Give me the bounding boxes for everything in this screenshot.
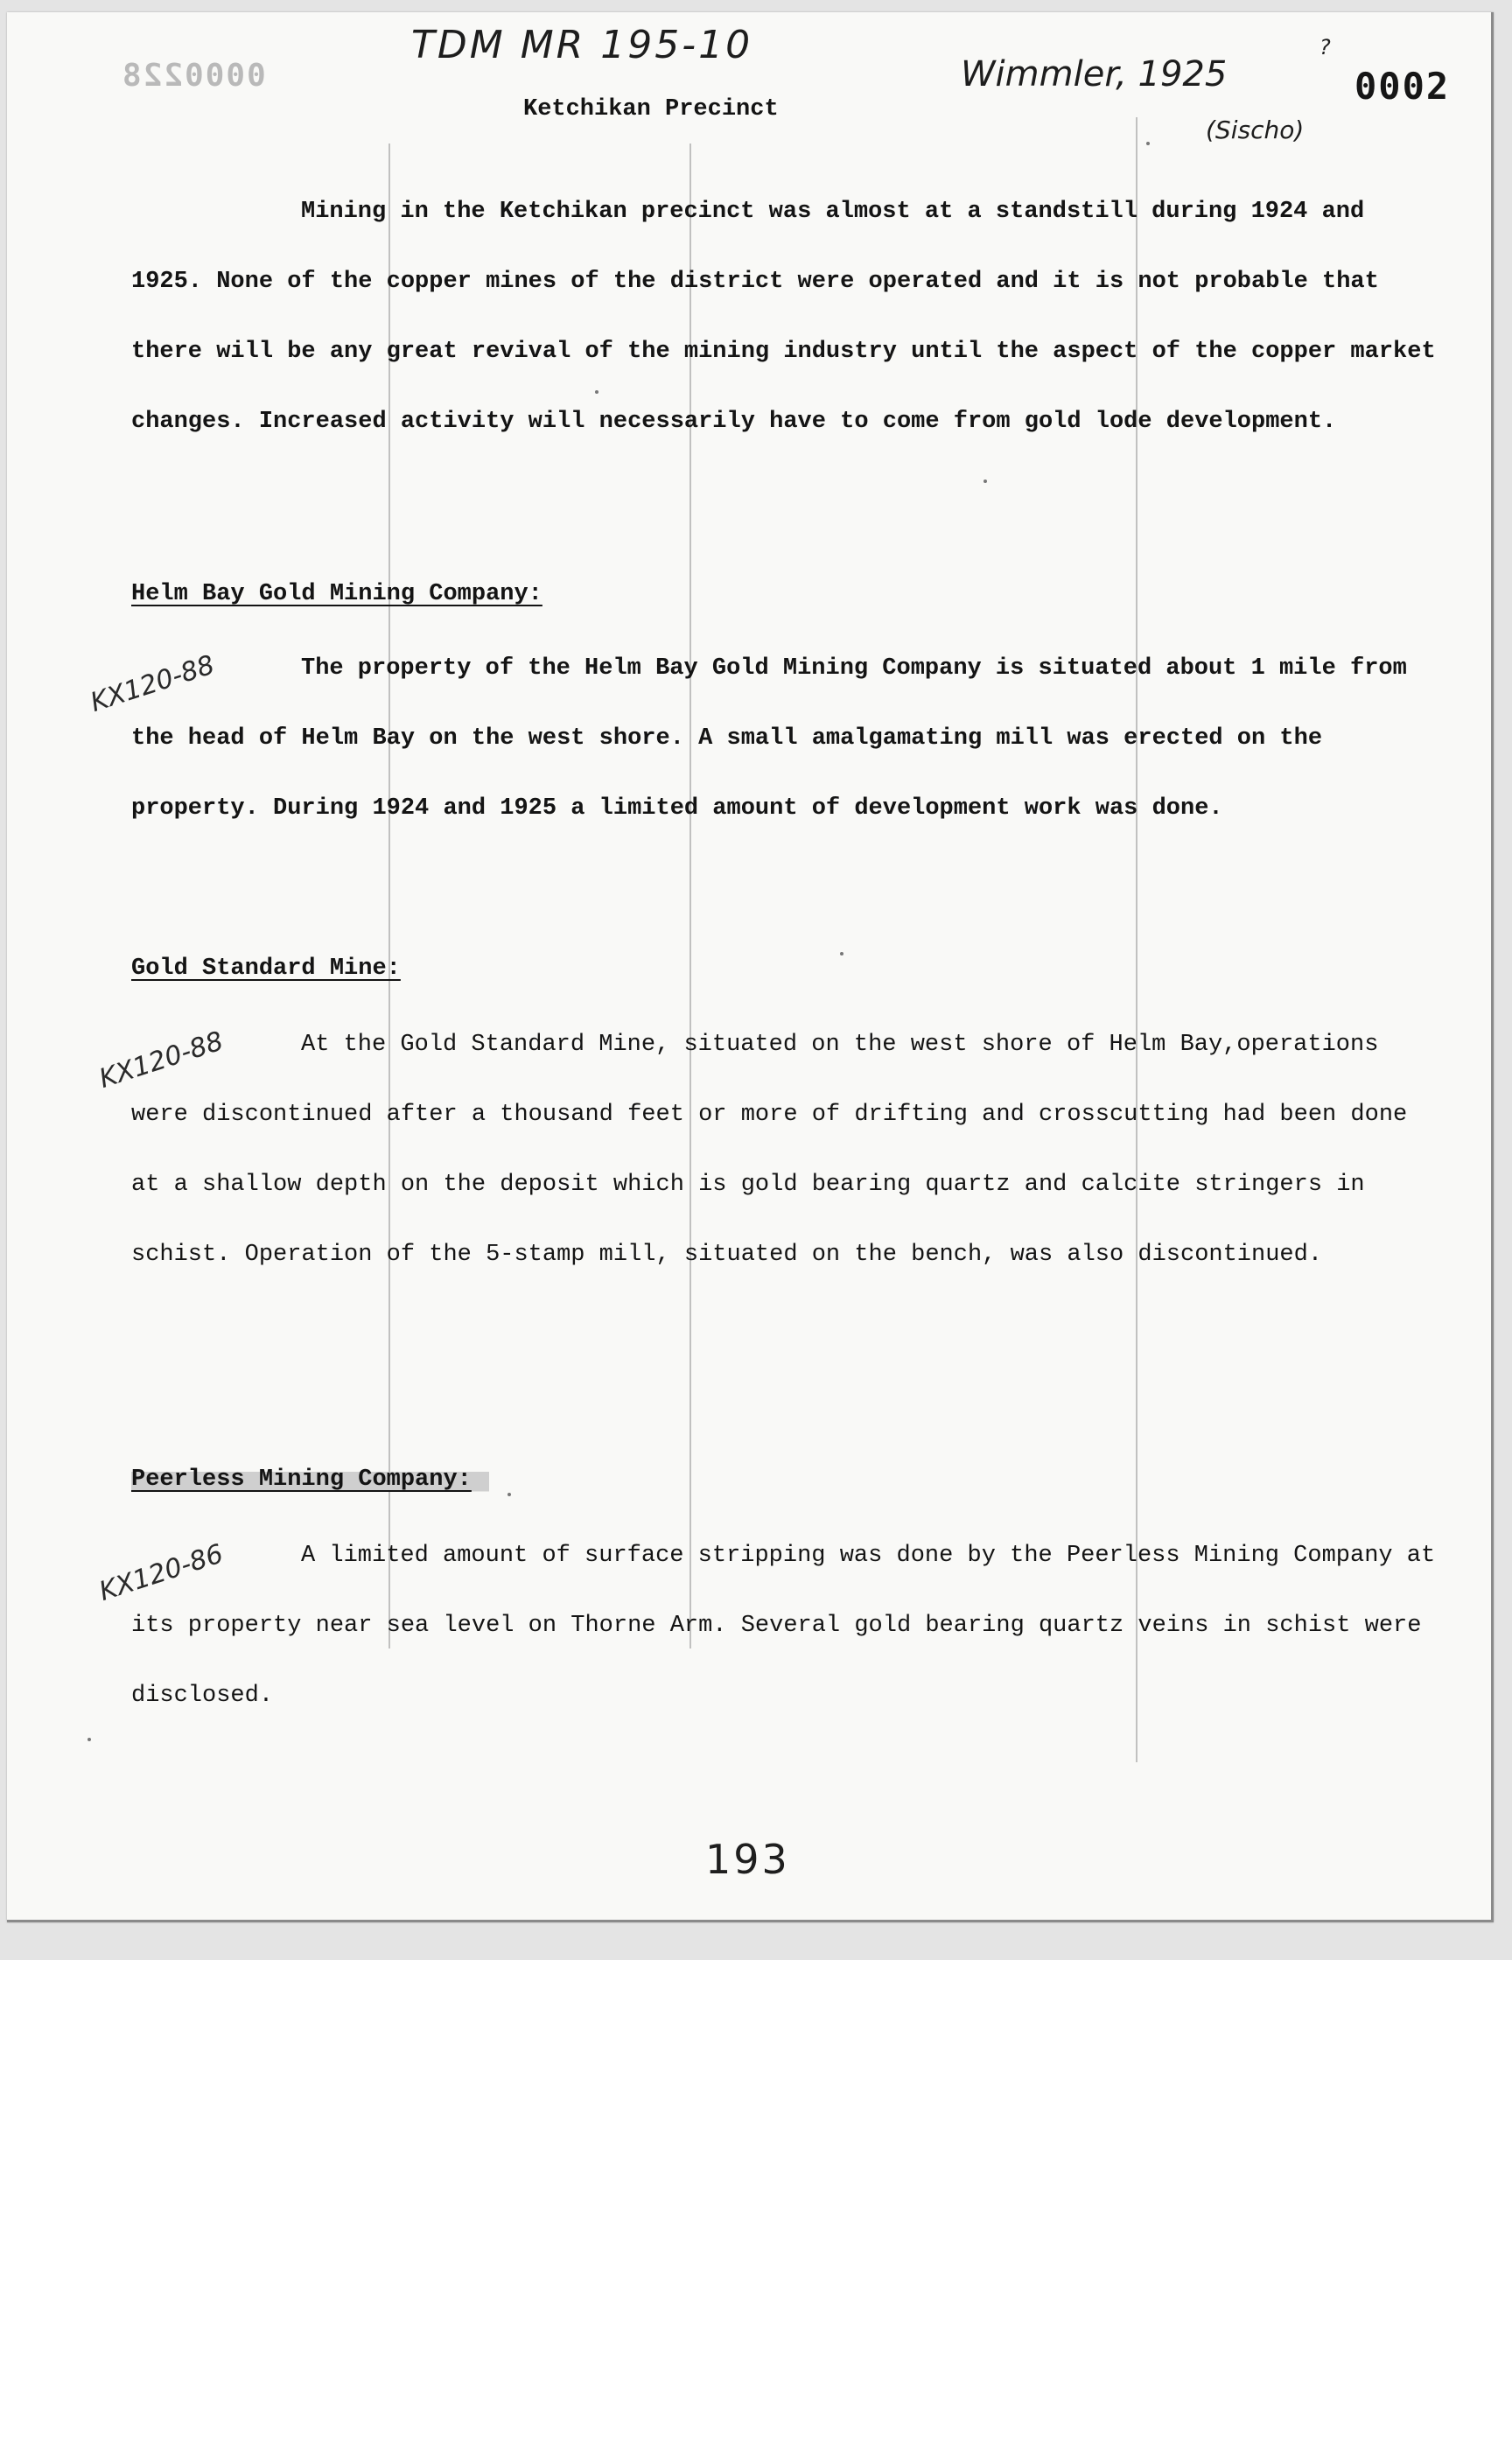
- handwritten-query: ?: [1320, 35, 1331, 60]
- section-paragraph: The property of the Helm Bay Gold Mining Company is situated about 1 mile from the head of Helm Bay on the west shore. A small amalgamating mill was erected on the property. During 1924 and 1925 a limited amount of development work was done.: [131, 655, 1407, 822]
- handwritten-author: Wimmler, 1925: [961, 54, 1228, 94]
- speck: [595, 390, 598, 394]
- section-paragraph: At the Gold Standard Mine, situated on the west shore of Helm Bay,operations were discontinued after a thousand feet or more of drifting and crosscutting had been done at a shallow depth on the deposit which is gold bearing quartz and calcite stringers in schist. Operation of the 5-stamp mill, situated on the bench, was also discontinued.: [131, 1032, 1408, 1268]
- speck: [1146, 142, 1150, 145]
- handwritten-note: (Sischo): [1206, 116, 1305, 144]
- section-heading: Gold Standard Mine:: [131, 956, 401, 982]
- speck: [88, 1738, 91, 1741]
- section-heading: Peerless Mining Company:: [131, 1466, 489, 1493]
- speck: [984, 480, 987, 483]
- handwritten-header: TDM MR 195-10: [411, 23, 753, 67]
- section-paragraph: A limited amount of surface stripping was done by the Peerless Mining Company at its property near sea level on Thorne Arm. Several gold bearing quartz veins in schist were disclosed.: [131, 1543, 1436, 1709]
- speck: [508, 1493, 511, 1496]
- document-number-stamp: 0002: [1354, 65, 1451, 108]
- section-heading: Helm Bay Gold Mining Company:: [131, 581, 542, 607]
- page-title: Ketchikan Precinct: [523, 96, 779, 122]
- mirrored-stamp: 0000228: [121, 58, 266, 94]
- margin-code: KX120-88: [87, 649, 219, 718]
- page-number: 193: [705, 1836, 790, 1883]
- intro-paragraph: Mining in the Ketchikan precinct was almost at a standstill during 1924 and 1925. None of the copper mines of the district were operated and it is not probable that there will be any great revival of the mining industry until the aspect of the copper market changes. Increased activity will necessarily have to come from gold lode development.: [131, 199, 1436, 435]
- speck: [840, 952, 844, 956]
- margin-code: KX120-88: [95, 1026, 228, 1095]
- margin-code: KX120-86: [95, 1538, 228, 1607]
